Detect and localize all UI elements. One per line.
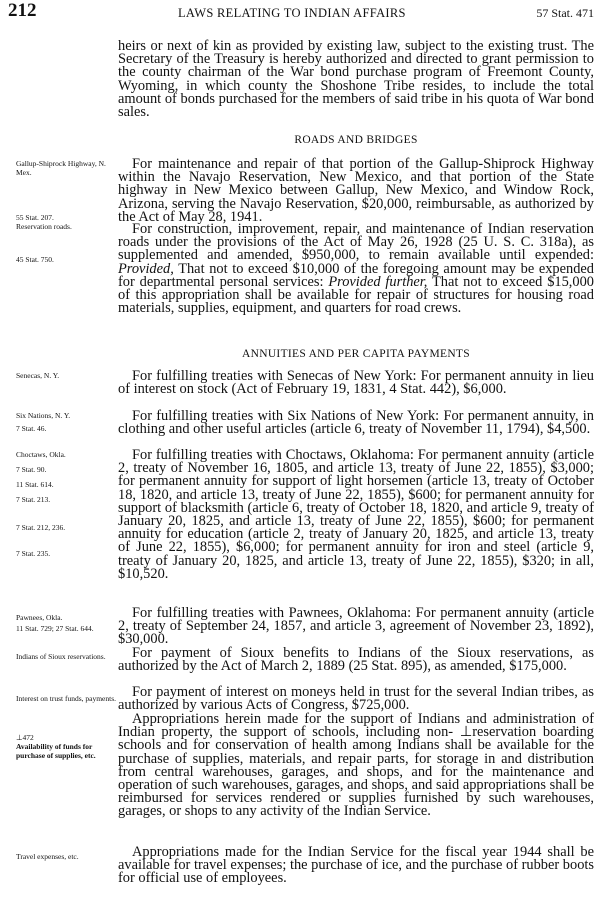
margin-note-stat7-213: 7 Stat. 213. bbox=[16, 495, 51, 504]
page-number: 212 bbox=[8, 0, 37, 21]
paragraph-gallup-highway: For maintenance and repair of that portion of the Gallup-Shiprock Highway within the Navajo Reservation, New Mexico, and that portion of the State highway in New Mexico between Gallup, New Mexico, and Window Rock, Arizona, serving the Navajo Reservation, $20,000, reimbursable, as authorized by the Act of May 28, 1941. bbox=[118, 156, 594, 225]
margin-note-six-nations: Six Nations, N. Y. bbox=[16, 411, 71, 420]
margin-note-stat7-235: 7 Stat. 235. bbox=[16, 549, 51, 558]
paragraph-trust-interest: For payment of interest on moneys held in trust for the several Indian tribes, as authorized by various Acts of Congress, $725,000. bbox=[118, 684, 594, 714]
margin-note-stat11-614: 11 Stat. 614. bbox=[16, 480, 54, 489]
paragraph-sioux: For payment of Sioux benefits to Indians of the Sioux reservations, as authorized by the Act of March 2, 1889 (25 Stat. 895), as amended, $175,000. bbox=[118, 645, 594, 675]
margin-note-page-marker: ⊥472 bbox=[16, 733, 34, 742]
paragraph-reservation-roads: For construction, improvement, repair, and maintenance of Indian reservation roads under the provisions of the Act of May 26, 1928 (25 U. S. C. 318a), as supplemented and amended, $950,000, to remain available until expended: Provided, That not to exceed $10,000 of the foregoing amount may be expended for departmental personal services: Provided further, That not to exceed $15,000 of this appropriation shall be available for repair of structures for housing road materials, supplies, equipment, and quarters for road crews. bbox=[118, 221, 594, 317]
margin-note-stat7-90: 7 Stat. 90. bbox=[16, 465, 47, 474]
margin-note-pawnees: Pawnees, Okla. bbox=[16, 613, 63, 622]
margin-note-stat7-212: 7 Stat. 212, 236. bbox=[16, 523, 66, 532]
paragraph-war-bonds: heirs or next of kin as provided by existing law, subject to the existing trust. The Secretary of the Treasury is hereby authorized and directed to grant permission to the county chairman of the War bond purchase program of Freemont County, Wyoming, in which county the Shoshone Tribe resides, to include the total amount of bonds purchased for the members of said tribe in his quota of War bond sales. bbox=[118, 38, 594, 121]
margin-note-senecas: Senecas, N. Y. bbox=[16, 371, 60, 380]
paragraph-senecas: For fulfilling treaties with Senecas of New York: For permanent annuity in lieu of interest on stock (Act of February 19, 1831, 4 Stat. 442), $6,000. bbox=[118, 368, 594, 398]
paragraph-travel-expenses: Appropriations made for the Indian Service for the fiscal year 1944 shall be available for travel expenses; the purchase of ice, and the purchase of rubber boots for official use of employees. bbox=[118, 844, 594, 887]
margin-note-reservation-roads: Reservation roads. bbox=[16, 222, 72, 231]
paragraph-pawnees: For fulfilling treaties with Pawnees, Oklahoma: For permanent annuity (article 2, treaty of September 24, 1857, and article 3, agreement of November 23, 1892), $30,000. bbox=[118, 605, 594, 648]
margin-note-sioux: Indians of Sioux reservations. bbox=[16, 652, 106, 661]
statute-reference: 57 Stat. 471 bbox=[536, 6, 594, 20]
margin-note-stat11-729: 11 Stat. 729; 27 Stat. 644. bbox=[16, 624, 94, 633]
margin-note-travel: Travel expenses, etc. bbox=[16, 852, 79, 861]
margin-note-stat55: 55 Stat. 207. bbox=[16, 213, 54, 222]
margin-note-availability: Availability of funds for purchase of supplies, etc. bbox=[16, 742, 96, 760]
margin-note-stat45: 45 Stat. 750. bbox=[16, 255, 54, 264]
margin-note-interest: Interest on trust funds, payments. bbox=[16, 694, 116, 703]
paragraph-six-nations: For fulfilling treaties with Six Nations of New York: For permanent annuity, in clothing and other useful articles (article 6, treaty of November 11, 1794), $4,500. bbox=[118, 408, 594, 438]
running-title: LAWS RELATING TO INDIAN AFFAIRS bbox=[178, 6, 406, 20]
margin-note-stat7-46: 7 Stat. 46. bbox=[16, 424, 47, 433]
margin-note-choctaws: Choctaws, Okla. bbox=[16, 450, 66, 459]
margin-note-gallup: Gallup-Shiprock Highway, N. Mex. bbox=[16, 159, 106, 177]
paragraph-choctaws: For fulfilling treaties with Choctaws, Oklahoma: For permanent annuity (article 2, treaty of November 16, 1805, and article 13, treaty of June 22, 1855), $3,000; for permanent annuity for support of light horsemen (article 13, treaty of October 18, 1820, and article 13, treaty of June 22, 1855), $600; for permanent annuity for support of blacksmith (article 6, treaty of October 18, 1820, and article 9, treaty of January 20, 1825, and article 13, treaty of June 22, 1855), $600; for permanent annuity for education (article 2, treaty of January 20, 1825, and article 13, treaty of June 22, 1855), $6,000; for permanent annuity for iron and steel (article 9, treaty of January 20, 1825, and article 13, treaty of June 22, 1855), $320; in all, $10,520. bbox=[118, 447, 594, 582]
section-heading-roads: ROADS AND BRIDGES bbox=[294, 134, 418, 146]
section-heading-annuities: ANNUITIES AND PER CAPITA PAYMENTS bbox=[242, 348, 470, 360]
paragraph-appropriations-supplies: Appropriations herein made for the support of Indians and administration of Indian property, the support of schools, including non- ⊥reservation boarding schools and for conservation of health among Indians shall be available for the purchase of supplies, materials, and repair parts, for storage in and distribution from central warehouses, garages, and shops, and for the maintenance and operation of such warehouses, garages, and shops, and said appropriations shall be reimbursed for services rendered or supplies furnished by such warehouses, garages, or shops to any activity of the Indian Service. bbox=[118, 711, 594, 820]
